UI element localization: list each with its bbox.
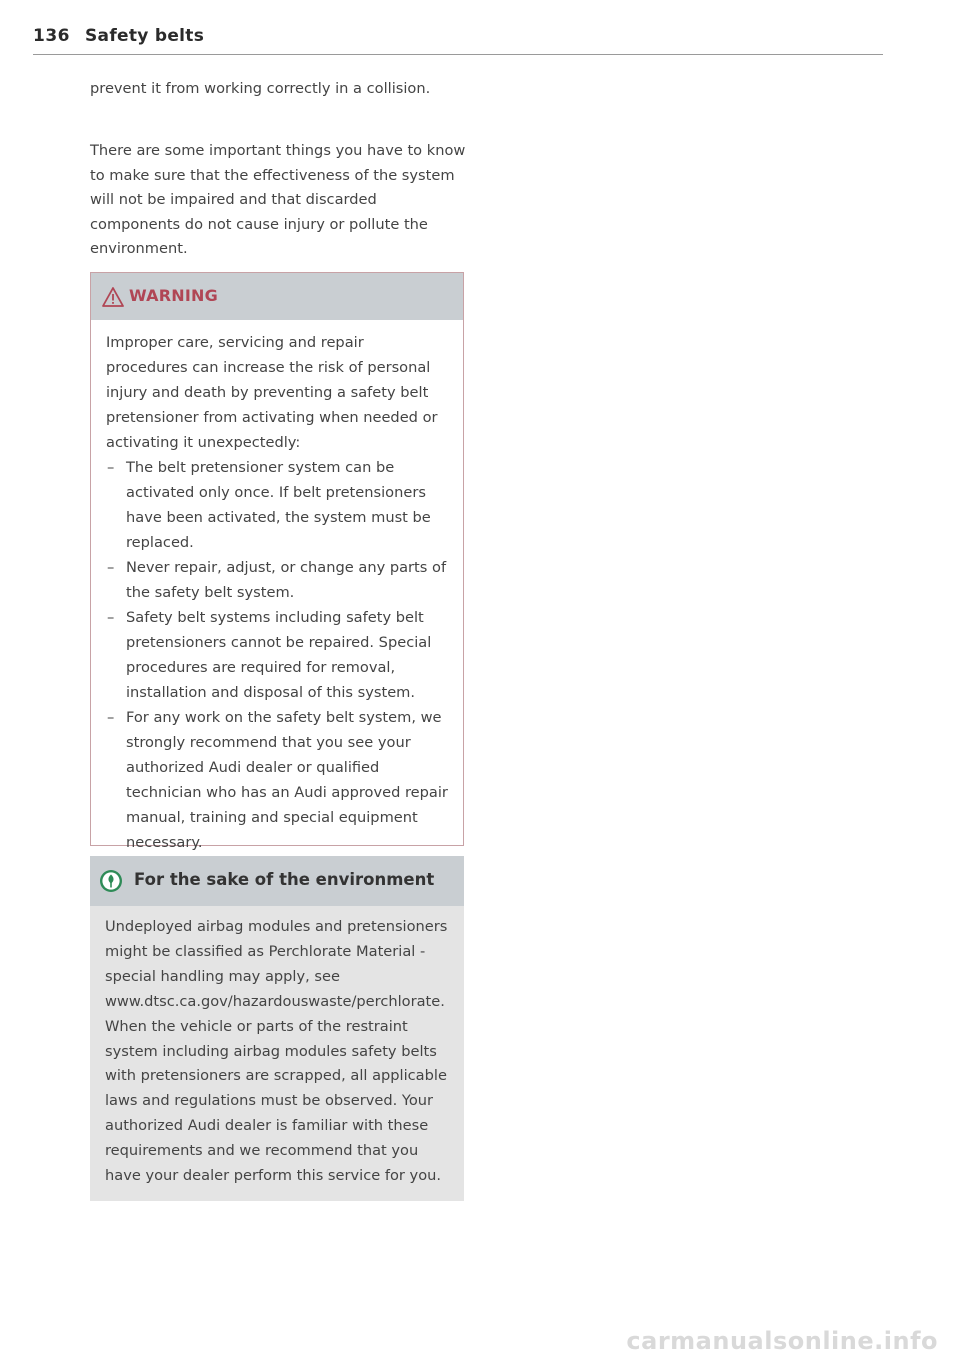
warning-box xyxy=(90,272,464,851)
warning-item: – The belt pretensioner system can be activated only once. If belt pretensioners have been activated, the system must be replaced. xyxy=(106,455,449,555)
warning-item: – Never repair, adjust, or change any parts of the safety belt system. xyxy=(106,555,449,605)
warning-header xyxy=(91,273,463,320)
intro-paragraph-1 xyxy=(90,77,470,102)
watermark: carmanualsonline.info xyxy=(626,1327,938,1355)
intro-text-2: There are some important things you have to know to make sure that the effectiveness of the system will not be impaired and that discarded components do not cause injury or pollute the environment. xyxy=(90,142,466,257)
intro-text-1: prevent it from working correctly in a collision. xyxy=(90,80,431,97)
environment-header xyxy=(90,856,464,906)
environment-body xyxy=(90,906,464,1189)
intro-paragraph-2 xyxy=(90,139,470,262)
page-header xyxy=(33,22,883,55)
warning-lead: Improper care, servicing and repair procedures can increase the risk of personal injury and death by preventing a safety belt pretensioner from activating when needed or activating it unexpectedly: xyxy=(106,334,438,451)
environment-box xyxy=(90,856,464,1201)
warning-list xyxy=(106,455,449,855)
warning-item: – Safety belt systems including safety belt pretensioners cannot be repaired. Special procedures are required for removal, installation and disposal of this system. xyxy=(106,605,449,705)
tree-leaf-icon xyxy=(99,869,123,893)
warning-title: WARNING xyxy=(129,286,218,305)
warning-body xyxy=(91,320,463,855)
environment-text: Undeployed airbag modules and pretensioners might be classified as Perchlorate Material - special handling may apply, see www.dtsc.ca.gov/hazardouswaste/perchlorate. When the vehicle or parts of the restraint system including airbag modules safety belts with pretensioners are scrapped, all applicable laws and regulations must be observed. Your authorized Audi dealer is familiar with these requirements and we recommend that you have your dealer perform this service for you. xyxy=(105,918,448,1185)
environment-title: For the sake of the environment xyxy=(134,870,435,889)
warning-triangle-icon xyxy=(102,287,124,307)
section-title: Safety belts xyxy=(85,26,205,46)
page-number: 136 xyxy=(33,26,70,46)
warning-item: – For any work on the safety belt system, we strongly recommend that you see your authorized Audi dealer or qualified technician who has an Audi approved repair manual, training and special equipment necessary. xyxy=(106,705,449,855)
